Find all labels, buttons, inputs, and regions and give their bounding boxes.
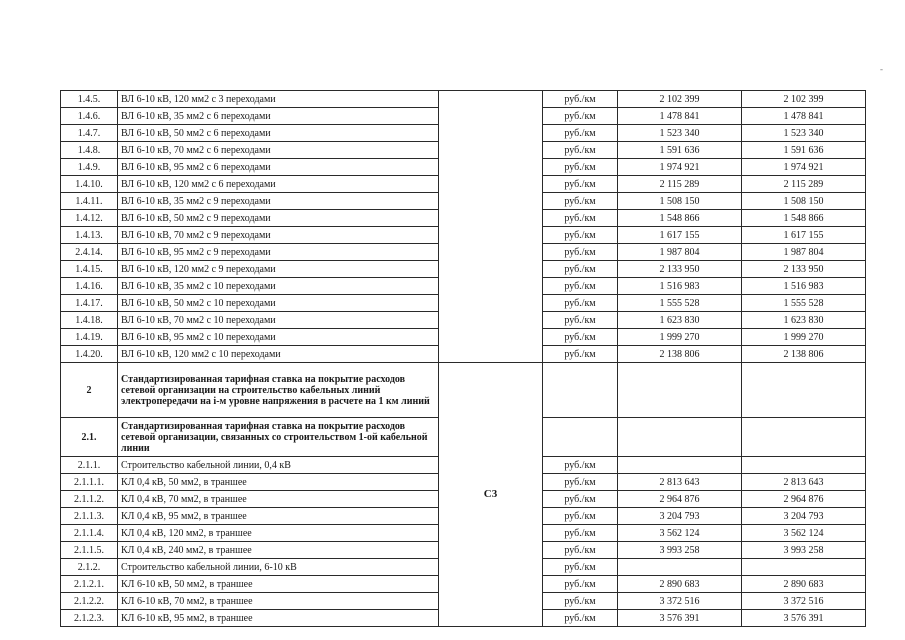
row-name: ВЛ 6-10 кВ, 35 мм2 с 9 переходами [118,193,439,210]
row-value-1: 3 562 124 [618,525,742,542]
row-value-1: 1 999 270 [618,329,742,346]
row-value-2: 1 523 340 [742,125,866,142]
row-name: ВЛ 6-10 кВ, 120 мм2 с 9 переходами [118,261,439,278]
row-number: 1.4.19. [61,329,118,346]
section-value-1 [618,418,742,457]
row-unit: руб./км [543,142,618,159]
row-name: ВЛ 6-10 кВ, 95 мм2 с 9 переходами [118,244,439,261]
row-value-1: 1 617 155 [618,227,742,244]
table-row [61,91,866,108]
row-unit: руб./км [543,312,618,329]
row-name: ВЛ 6-10 кВ, 50 мм2 с 6 переходами [118,125,439,142]
row-value-1 [618,559,742,576]
row-value-1: 3 204 793 [618,508,742,525]
row-value-2: 3 372 516 [742,593,866,610]
row-value-1: 2 964 876 [618,491,742,508]
row-number: 1.4.16. [61,278,118,295]
row-number: 2.1.1. [61,457,118,474]
row-value-1: 1 623 830 [618,312,742,329]
row-name: ВЛ 6-10 кВ, 35 мм2 с 10 переходами [118,278,439,295]
row-name: КЛ 6-10 кВ, 70 мм2, в траншее [118,593,439,610]
section-value-2 [742,363,866,418]
row-number: 2.1.1.4. [61,525,118,542]
row-name: ВЛ 6-10 кВ, 35 мм2 с 6 переходами [118,108,439,125]
row-value-1: 3 372 516 [618,593,742,610]
row-unit: руб./км [543,346,618,363]
row-unit: руб./км [543,193,618,210]
row-unit: руб./км [543,176,618,193]
row-value-2: 2 813 643 [742,474,866,491]
row-value-1: 1 987 804 [618,244,742,261]
row-value-2 [742,457,866,474]
row-unit: руб./км [543,244,618,261]
row-value-1: 2 813 643 [618,474,742,491]
row-unit: руб./км [543,329,618,346]
section-title: Стандартизированная тарифная ставка на покрытие расходов сетевой организации, связанных со строительством 1-ой кабельной линии [118,418,439,457]
section-number: 2.1. [61,418,118,457]
row-value-1: 2 890 683 [618,576,742,593]
row-number: 1.4.6. [61,108,118,125]
row-name: ВЛ 6-10 кВ, 70 мм2 с 9 переходами [118,227,439,244]
row-unit: руб./км [543,576,618,593]
row-unit: руб./км [543,508,618,525]
row-number: 2.1.2.3. [61,610,118,627]
row-value-1: 1 974 921 [618,159,742,176]
section-heading-row [61,363,866,418]
row-number: 1.4.10. [61,176,118,193]
section-unit [543,363,618,418]
row-value-2: 2 964 876 [742,491,866,508]
row-unit: руб./км [543,227,618,244]
code-cell: C3 [439,363,543,627]
row-value-2: 1 508 150 [742,193,866,210]
row-number: 2.1.2. [61,559,118,576]
row-value-2: 1 548 866 [742,210,866,227]
row-unit: руб./км [543,278,618,295]
row-unit: руб./км [543,261,618,278]
row-name: КЛ 6-10 кВ, 95 мм2, в траншее [118,610,439,627]
row-value-2: 3 562 124 [742,525,866,542]
row-unit: руб./км [543,295,618,312]
row-name: ВЛ 6-10 кВ, 50 мм2 с 10 переходами [118,295,439,312]
row-number: 1.4.20. [61,346,118,363]
row-name: ВЛ 6-10 кВ, 120 мм2 с 6 переходами [118,176,439,193]
row-value-2: 1 974 921 [742,159,866,176]
row-number: 1.4.12. [61,210,118,227]
row-value-2: 2 890 683 [742,576,866,593]
row-number: 1.4.15. [61,261,118,278]
row-name: КЛ 0,4 кВ, 120 мм2, в траншее [118,525,439,542]
row-value-2: 1 987 804 [742,244,866,261]
code-cell [439,91,543,363]
row-name: КЛ 0,4 кВ, 240 мм2, в траншее [118,542,439,559]
row-number: 1.4.7. [61,125,118,142]
row-value-1: 2 102 399 [618,91,742,108]
row-value-2: 3 993 258 [742,542,866,559]
row-unit: руб./км [543,542,618,559]
row-value-1: 2 138 806 [618,346,742,363]
row-number: 2.4.14. [61,244,118,261]
row-unit: руб./км [543,91,618,108]
row-unit: руб./км [543,610,618,627]
row-value-2: 1 617 155 [742,227,866,244]
row-name: Строительство кабельной линии, 0,4 кВ [118,457,439,474]
row-value-1 [618,457,742,474]
row-value-2: 2 102 399 [742,91,866,108]
row-unit: руб./км [543,559,618,576]
row-name: Строительство кабельной линии, 6-10 кВ [118,559,439,576]
row-number: 2.1.1.2. [61,491,118,508]
row-value-2 [742,559,866,576]
row-unit: руб./км [543,474,618,491]
row-unit: руб./км [543,108,618,125]
row-value-1: 1 523 340 [618,125,742,142]
row-name: КЛ 0,4 кВ, 70 мм2, в траншее [118,491,439,508]
row-unit: руб./км [543,159,618,176]
row-value-2: 1 555 528 [742,295,866,312]
row-value-1: 1 591 636 [618,142,742,159]
tariff-table [60,90,866,627]
row-value-2: 2 115 289 [742,176,866,193]
row-number: 1.4.11. [61,193,118,210]
row-number: 2.1.2.1. [61,576,118,593]
section-value-2 [742,418,866,457]
row-unit: руб./км [543,210,618,227]
row-unit: руб./км [543,125,618,142]
row-number: 2.1.1.5. [61,542,118,559]
row-value-1: 2 115 289 [618,176,742,193]
row-value-1: 1 555 528 [618,295,742,312]
row-value-2: 2 133 950 [742,261,866,278]
row-value-1: 2 133 950 [618,261,742,278]
row-name: КЛ 0,4 кВ, 95 мм2, в траншее [118,508,439,525]
row-value-2: 3 576 391 [742,610,866,627]
row-value-1: 3 576 391 [618,610,742,627]
row-value-1: 3 993 258 [618,542,742,559]
row-number: 1.4.13. [61,227,118,244]
row-unit: руб./км [543,525,618,542]
row-number: 1.4.17. [61,295,118,312]
row-value-1: 1 508 150 [618,193,742,210]
row-unit: руб./км [543,593,618,610]
row-value-2: 2 138 806 [742,346,866,363]
row-number: 1.4.18. [61,312,118,329]
row-value-1: 1 516 983 [618,278,742,295]
row-name: ВЛ 6-10 кВ, 70 мм2 с 10 переходами [118,312,439,329]
row-value-1: 1 548 866 [618,210,742,227]
row-name: ВЛ 6-10 кВ, 95 мм2 с 6 переходами [118,159,439,176]
row-name: ВЛ 6-10 кВ, 120 мм2 с 10 переходами [118,346,439,363]
section-number: 2 [61,363,118,418]
row-name: КЛ 0,4 кВ, 50 мм2, в траншее [118,474,439,491]
section-title: Стандартизированная тарифная ставка на покрытие расходов сетевой организации на строительство кабельных линий электропередачи на i-м уровне напряжения в расчете на 1 км линий [118,363,439,418]
row-unit: руб./км [543,491,618,508]
row-name: КЛ 6-10 кВ, 50 мм2, в траншее [118,576,439,593]
row-number: 1.4.9. [61,159,118,176]
section-value-1 [618,363,742,418]
row-value-2: 1 591 636 [742,142,866,159]
row-unit: руб./км [543,457,618,474]
row-number: 2.1.1.3. [61,508,118,525]
row-value-2: 1 478 841 [742,108,866,125]
row-number: 1.4.8. [61,142,118,159]
row-value-2: 3 204 793 [742,508,866,525]
row-name: ВЛ 6-10 кВ, 70 мм2 с 6 переходами [118,142,439,159]
row-value-2: 1 516 983 [742,278,866,295]
row-name: ВЛ 6-10 кВ, 50 мм2 с 9 переходами [118,210,439,227]
row-name: ВЛ 6-10 кВ, 120 мм2 с 3 переходами [118,91,439,108]
row-number: 2.1.2.2. [61,593,118,610]
row-value-2: 1 623 830 [742,312,866,329]
row-name: ВЛ 6-10 кВ, 95 мм2 с 10 переходами [118,329,439,346]
row-value-1: 1 478 841 [618,108,742,125]
section-unit [543,418,618,457]
row-value-2: 1 999 270 [742,329,866,346]
row-number: 1.4.5. [61,91,118,108]
row-number: 2.1.1.1. [61,474,118,491]
corner-mark: - [880,64,883,74]
